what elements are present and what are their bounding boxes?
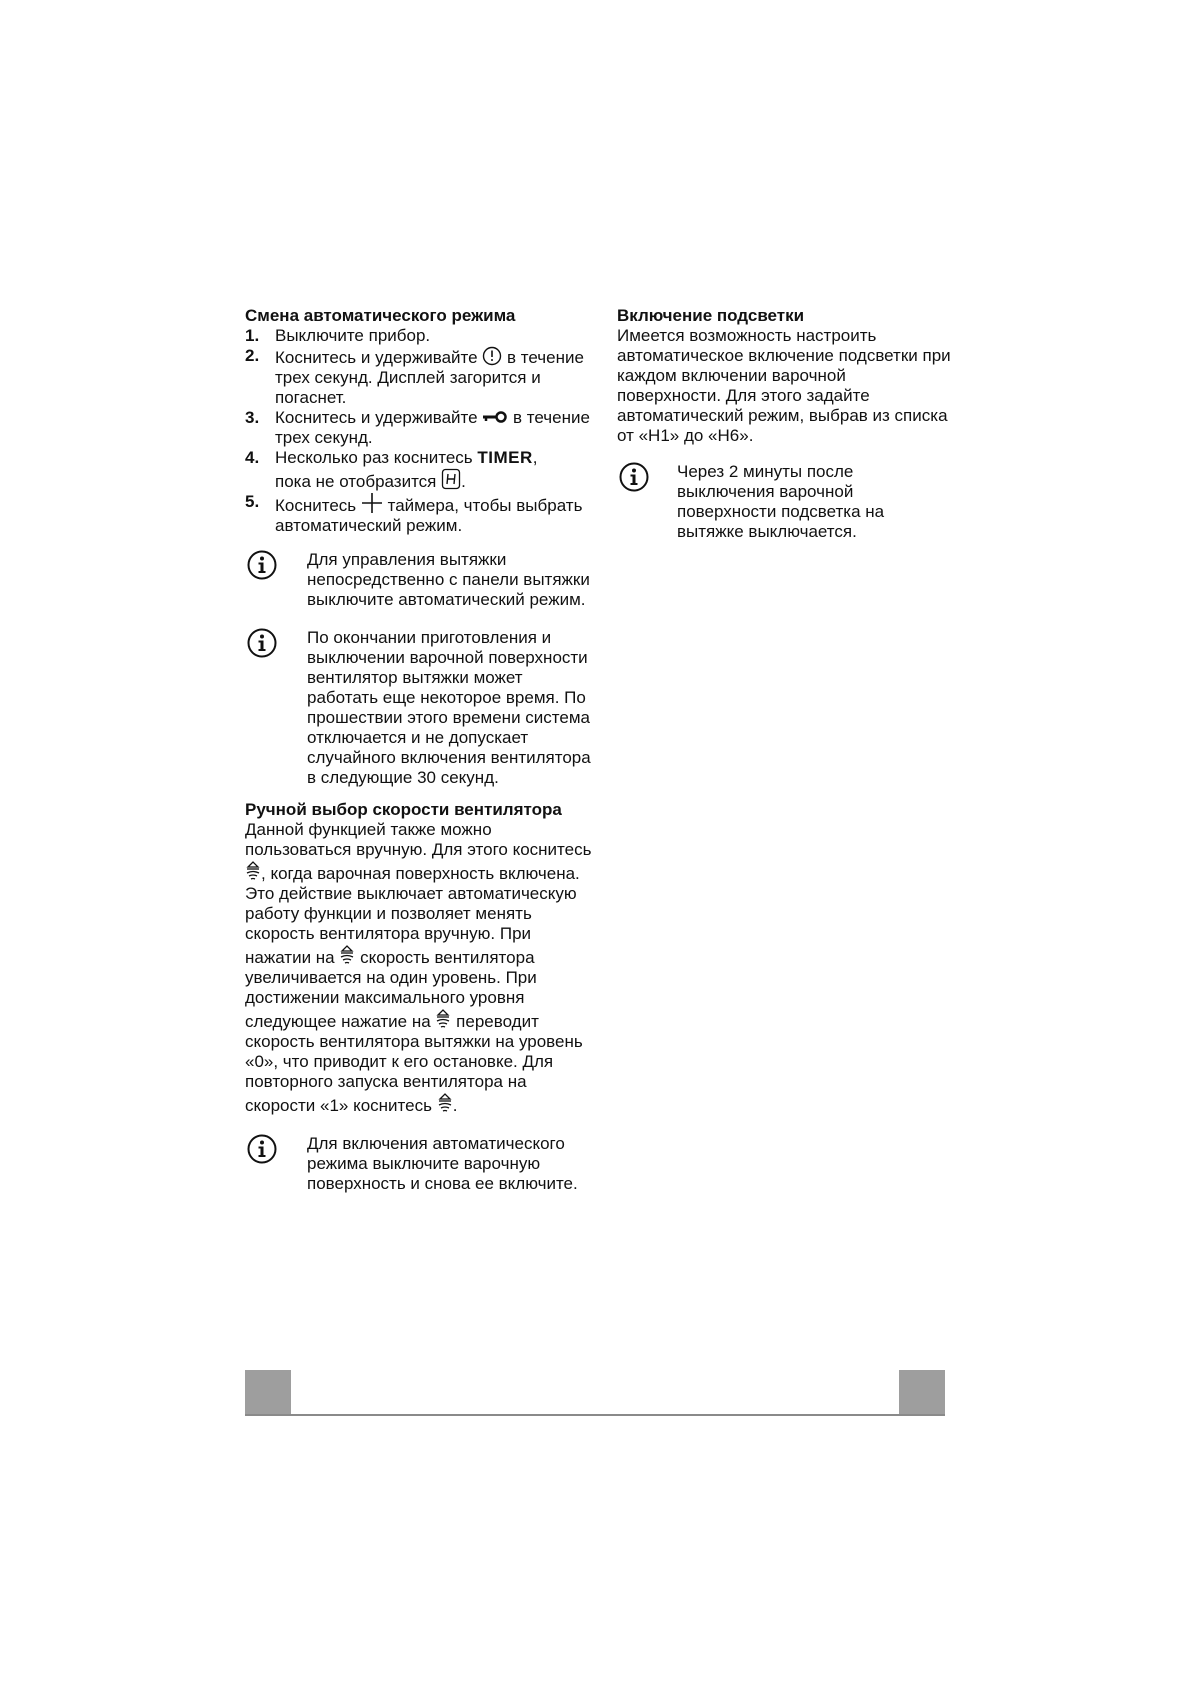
note-text: Для управления вытяжки непосредственно с панели вытяжки выключите автоматический режим. xyxy=(307,550,590,609)
manual-text-1: Данной функцией также можно пользоваться вручную. Для этого коснитесь xyxy=(245,820,592,859)
section-heading-light: Включение подсветки xyxy=(617,306,805,325)
step-text-cont: в течение трех секунд. Дисплей загорится и погаснет. xyxy=(275,348,584,407)
manual-text-5: . xyxy=(452,1096,458,1115)
info-icon xyxy=(247,628,277,658)
hob-to-hood-icon xyxy=(437,1092,453,1114)
step-number: 1. xyxy=(245,326,260,345)
step-3 xyxy=(245,408,595,448)
manual-text-3: скорость вентилятора увеличивается на один уровень. При достижении максимального уровня следующее нажатие на xyxy=(245,948,537,1031)
manual-text-2: , когда варочная поверхность включена. Это действие выключает автоматическую работу функции и позволяет менять скорость вентилятора вручную. При нажатии на xyxy=(245,864,580,967)
note-text: Для включения автоматического режима выключите варочную поверхность и снова ее включите. xyxy=(307,1134,578,1193)
info-note-right xyxy=(617,462,952,542)
manual-paragraph xyxy=(245,820,595,1116)
info-icon xyxy=(247,1134,277,1164)
step-text-cont: пока не отобразится xyxy=(275,472,437,491)
footer-rule xyxy=(245,1414,945,1416)
hob-to-hood-icon xyxy=(339,944,355,966)
hob-to-hood-icon xyxy=(245,860,261,882)
info-note-2 xyxy=(245,628,595,788)
manual-text-4: переводит скорость вентилятора вытяжки на уровень «0», что приводит к его остановке. Для повторного запуска вентилятора на скорости «1» коснитесь xyxy=(245,1012,583,1115)
section-heading-auto-mode: Смена автоматического режима xyxy=(245,306,516,325)
step-text: Коснитесь и удерживайте xyxy=(275,408,478,427)
h-display-icon xyxy=(441,468,461,490)
info-icon xyxy=(619,462,649,492)
power-icon xyxy=(482,346,502,366)
step-1 xyxy=(245,326,595,346)
steps-list xyxy=(245,326,595,536)
note-text: Через 2 минуты после выключения варочной поверхности подсветка на вытяжке выключается. xyxy=(677,462,885,541)
key-lock-icon xyxy=(482,410,508,424)
right-column xyxy=(617,306,952,542)
footer-page-block-left xyxy=(245,1370,291,1416)
footer-page-block-right xyxy=(899,1370,945,1416)
step-text: Коснитесь и удерживайте xyxy=(275,348,478,367)
step-4 xyxy=(245,448,595,492)
step-number: 4. xyxy=(245,448,260,467)
step-text-cont: таймера, чтобы выбрать автоматический режим. xyxy=(275,496,583,535)
step-text: Коснитесь xyxy=(275,496,357,515)
note-text: По окончании приготовления и выключении варочной поверхности вентилятор вытяжки может работать еще некоторое время. По прошествии этого времени система отключается и не допускает случайного включения вентилятора в следующие 30 секунд. xyxy=(307,628,591,787)
step-5 xyxy=(245,492,595,536)
plus-icon xyxy=(361,492,383,514)
timer-label: TIMER xyxy=(477,448,533,467)
hob-to-hood-icon xyxy=(435,1008,451,1030)
step-text-comma: , xyxy=(532,448,538,467)
section-heading-manual-fan: Ручной выбор скорости вентилятора xyxy=(245,800,562,819)
step-text: Выключите прибор. xyxy=(275,326,431,345)
step-number: 3. xyxy=(245,408,260,427)
info-icon xyxy=(247,550,277,580)
step-text-end: . xyxy=(461,472,466,491)
info-note-1 xyxy=(245,550,595,610)
step-number: 2. xyxy=(245,346,260,365)
step-text-cont: в течение трех секунд. xyxy=(275,408,590,447)
step-2 xyxy=(245,346,595,408)
info-note-3 xyxy=(245,1134,595,1194)
step-number: 5. xyxy=(245,492,260,511)
left-column xyxy=(245,306,595,1194)
step-text: Несколько раз коснитесь xyxy=(275,448,473,467)
light-paragraph: Имеется возможность настроить автоматическое включение подсветки при каждом включении варочной поверхности. Для этого задайте автоматический режим, выбрав из списка от «H1» до «H6». xyxy=(617,326,951,445)
